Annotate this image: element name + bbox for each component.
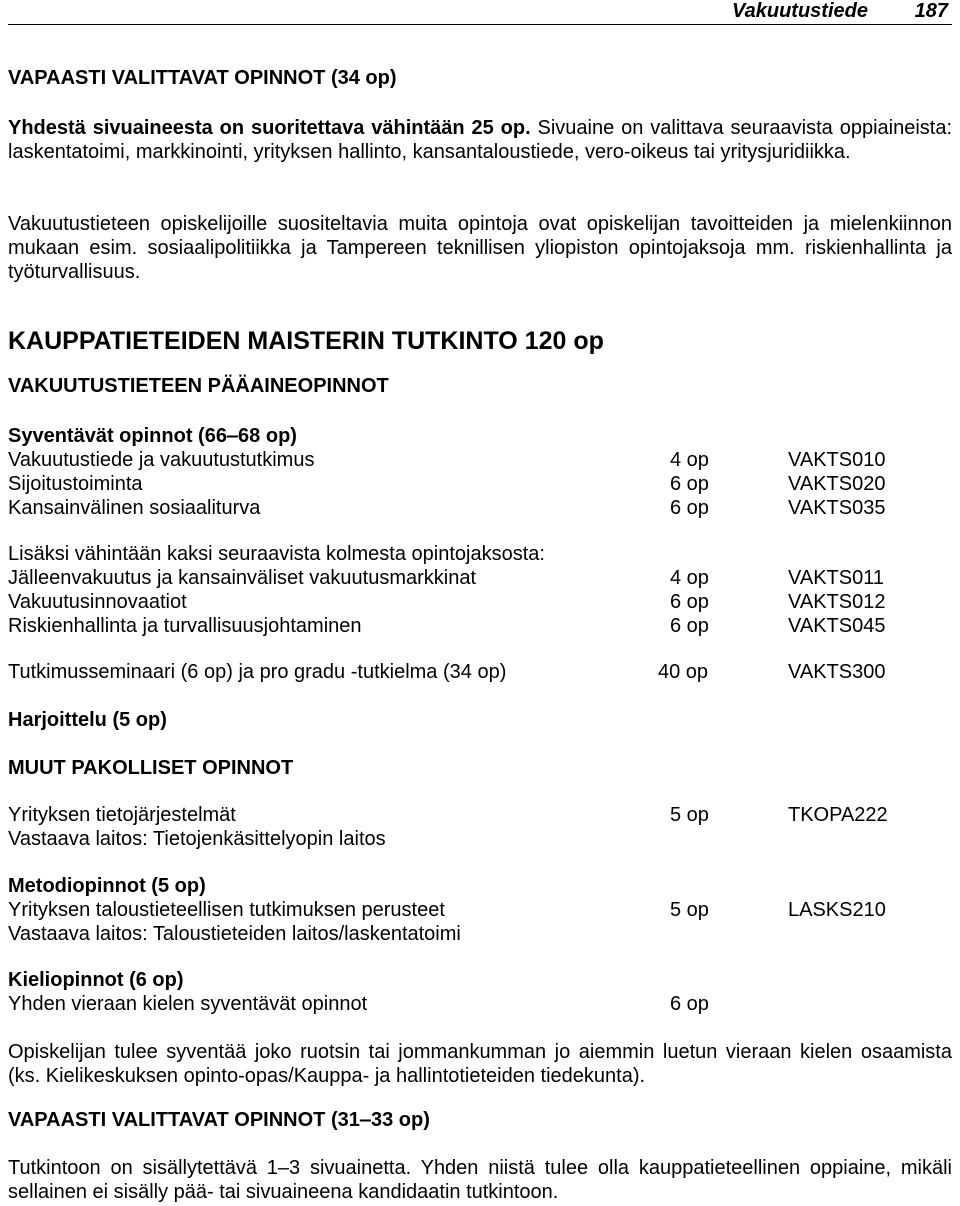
minor-paragraph-bold: Yhdestä sivuaineesta on suoritettava vähintään 25 op. [8, 117, 531, 139]
language-heading: Kieliopinnot (6 op) [8, 969, 184, 991]
choice-intro: Lisäksi vähintään kaksi seuraavista kolmesta opintojaksosta: [8, 543, 545, 565]
thesis-code: VAKTS300 [788, 661, 886, 683]
recommended-paragraph: Vakuutustieteen opiskelijoille suositeltavia muita opintoja ovat opiskelijan tavoitteiden ja mielenkiinnon mukaan esim. sosiaalipolitiikka ja Tampereen teknillisen yliopiston opintojaksoja mm. riskienhallinta ja työturvallisuus. [8, 213, 952, 283]
minor-paragraph-text: Sivuaine on valittava seuraavista oppiaineista: laskentatoimi, markkinointi, yrityksen hallinto, kansantaloustiede, vero-oikeus tai yritysjuridiikka. [8, 117, 952, 163]
course-code: VAKTS011 [788, 567, 884, 589]
running-header [8, 0, 952, 25]
course-name: Yhden vieraan kielen syventävät opinnot [8, 993, 368, 1015]
course-name: Vakuutusinnovaatiot [8, 591, 187, 613]
course-credits: 5 op [670, 899, 709, 921]
course-name: Yrityksen taloustieteellisen tutkimuksen perusteet [8, 899, 445, 921]
course-code: VAKTS012 [788, 591, 886, 613]
course-code: TKOPA222 [788, 804, 888, 826]
course-row [8, 992, 952, 1016]
course-row [8, 448, 952, 472]
course-row [8, 472, 952, 496]
course-credits: 6 op [670, 591, 709, 613]
internship-heading: Harjoittelu (5 op) [8, 709, 167, 731]
course-name: Vakuutustiede ja vakuutustutkimus [8, 449, 315, 471]
course-credits: 6 op [670, 473, 709, 495]
degree-title: KAUPPATIETEIDEN MAISTERIN TUTKINTO 120 op [8, 327, 604, 355]
major-heading: VAKUUTUSTIETEEN PÄÄAINEOPINNOT [8, 375, 389, 397]
minor-paragraph [8, 116, 952, 164]
course-row [8, 803, 952, 827]
course-code: VAKTS010 [788, 449, 886, 471]
course-credits: 4 op [670, 567, 709, 589]
minor-requirement-paragraph: Tutkintoon on sisällytettävä 1‒3 sivuainetta. Yhden niistä tulee olla kauppatieteellinen oppiaine, mikäli sellainen ei sisälly pää- tai sivuaineena kandidaatin tutkintoon. [8, 1157, 952, 1203]
course-name: Kansainvälinen sosiaaliturva [8, 497, 261, 519]
course-row [8, 566, 952, 590]
methods-heading: Metodiopinnot (5 op) [8, 875, 206, 897]
course-row [8, 590, 952, 614]
course-credits: 6 op [670, 615, 709, 637]
course-name: Riskienhallinta ja turvallisuusjohtaminen [8, 615, 362, 637]
course-code: VAKTS045 [788, 615, 886, 637]
section-heading-free-electives-2: VAPAASTI VALITTAVAT OPINNOT (31‒33 op) [8, 1109, 430, 1131]
language-note: Opiskelijan tulee syventää joko ruotsin tai jommankumman jo aiemmin luetun vieraan kielen osaamista (ks. Kielikeskuksen opinto-opas/Kauppa- ja hallintotieteiden tiedekunta). [8, 1041, 952, 1087]
section-heading-free-electives: VAPAASTI VALITTAVAT OPINNOT (34 op) [8, 67, 397, 89]
responsible-department: Vastaava laitos: Tietojenkäsittelyopin laitos [8, 828, 386, 850]
header-title: Vakuutustiede [732, 0, 868, 22]
thesis-credits: 40 op [658, 661, 709, 683]
course-row [8, 496, 952, 520]
course-code: VAKTS035 [788, 497, 886, 519]
thesis-name: Tutkimusseminaari (6 op) ja pro gradu -tutkielma (34 op) [8, 661, 507, 683]
responsible-department: Vastaava laitos: Taloustieteiden laitos/laskentatoimi [8, 923, 461, 945]
course-credits: 4 op [670, 449, 709, 471]
course-name: Sijoitustoiminta [8, 473, 143, 495]
course-name: Jälleenvakuutus ja kansainväliset vakuutusmarkkinat [8, 567, 477, 589]
course-row [8, 614, 952, 638]
course-name: Yrityksen tietojärjestelmät [8, 804, 236, 826]
course-credits: 6 op [670, 497, 709, 519]
course-code: LASKS210 [788, 899, 886, 921]
course-code: VAKTS020 [788, 473, 886, 495]
thesis-row [8, 660, 952, 684]
course-credits: 5 op [670, 804, 709, 826]
course-credits: 6 op [670, 993, 709, 1015]
other-required-heading: MUUT PAKOLLISET OPINNOT [8, 757, 294, 779]
page-number: 187 [914, 0, 948, 22]
course-row [8, 898, 952, 922]
advanced-studies-heading: Syventävät opinnot (66‒68 op) [8, 425, 297, 447]
